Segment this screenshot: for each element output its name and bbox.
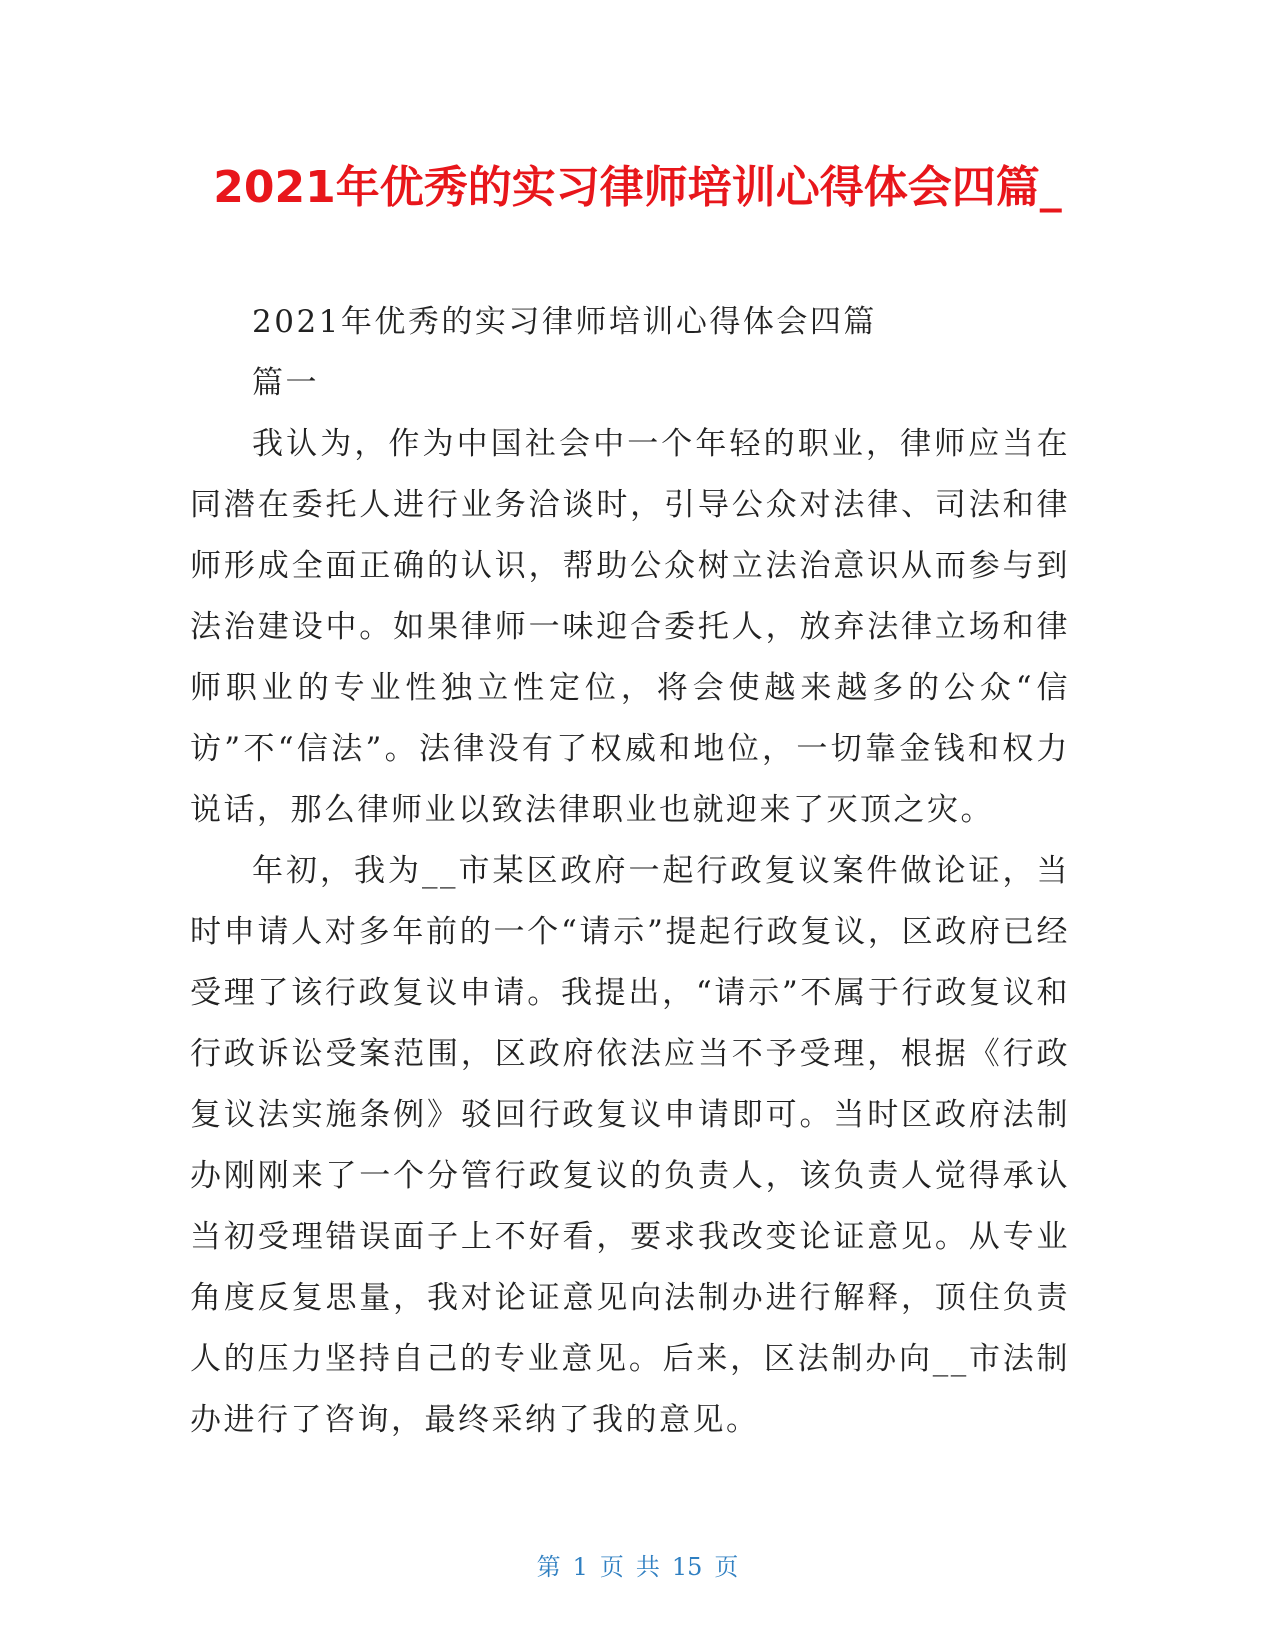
document-subtitle: 2021年优秀的实习律师培训心得体会四篇 [252, 304, 877, 340]
document-body [190, 292, 1070, 1451]
footer-current-page: 1 [572, 1553, 588, 1581]
section-heading: 篇一 [252, 365, 319, 401]
footer-page-suffix: 页 [714, 1553, 739, 1581]
footer-page-prefix: 第 [536, 1553, 561, 1581]
body-paragraph-2: 年初，我为__市某区政府一起行政复议案件做论证，当时申请人对多年前的一个“请示”提起行政复议，区政府已经受理了该行政复议申请。我提出，“请示”不属于行政复议和行政诉讼受案范围，区政府依法应当不予受理，根据《行政复议法实施条例》驳回行政复议申请即可。当时区政府法制办刚刚来了一个分管行政复议的负责人，该负责人觉得承认当初受理错误面子上不好看，要求我改变论证意见。从专业角度反复思量，我对论证意见向法制办进行解释，顶住负责人的压力坚持自己的专业意见。后来，区法制办向__市法制办进行了咨询，最终采纳了我的意见。 [190, 853, 1070, 1438]
document-title: 2021年优秀的实习律师培训心得体会四篇_ [213, 162, 1062, 213]
body-paragraph-1: 我认为，作为中国社会中一个年轻的职业，律师应当在同潜在委托人进行业务洽谈时，引导公众对法律、司法和律师形成全面正确的认识，帮助公众树立法治意识从而参与到法治建设中。如果律师一味迎合委托人，放弃法律立场和律师职业的专业性独立性定位，将会使越来越多的公众“信访”不“信法”。法律没有了权威和地位，一切靠金钱和权力说话，那么律师业以致法律职业也就迎来了灭顶之灾。 [190, 426, 1070, 828]
footer-total-pages: 15 [671, 1553, 703, 1581]
footer-total-label: 共 [635, 1553, 660, 1581]
footer-page-mid: 页 [599, 1553, 624, 1581]
page-footer [0, 1552, 1275, 1582]
